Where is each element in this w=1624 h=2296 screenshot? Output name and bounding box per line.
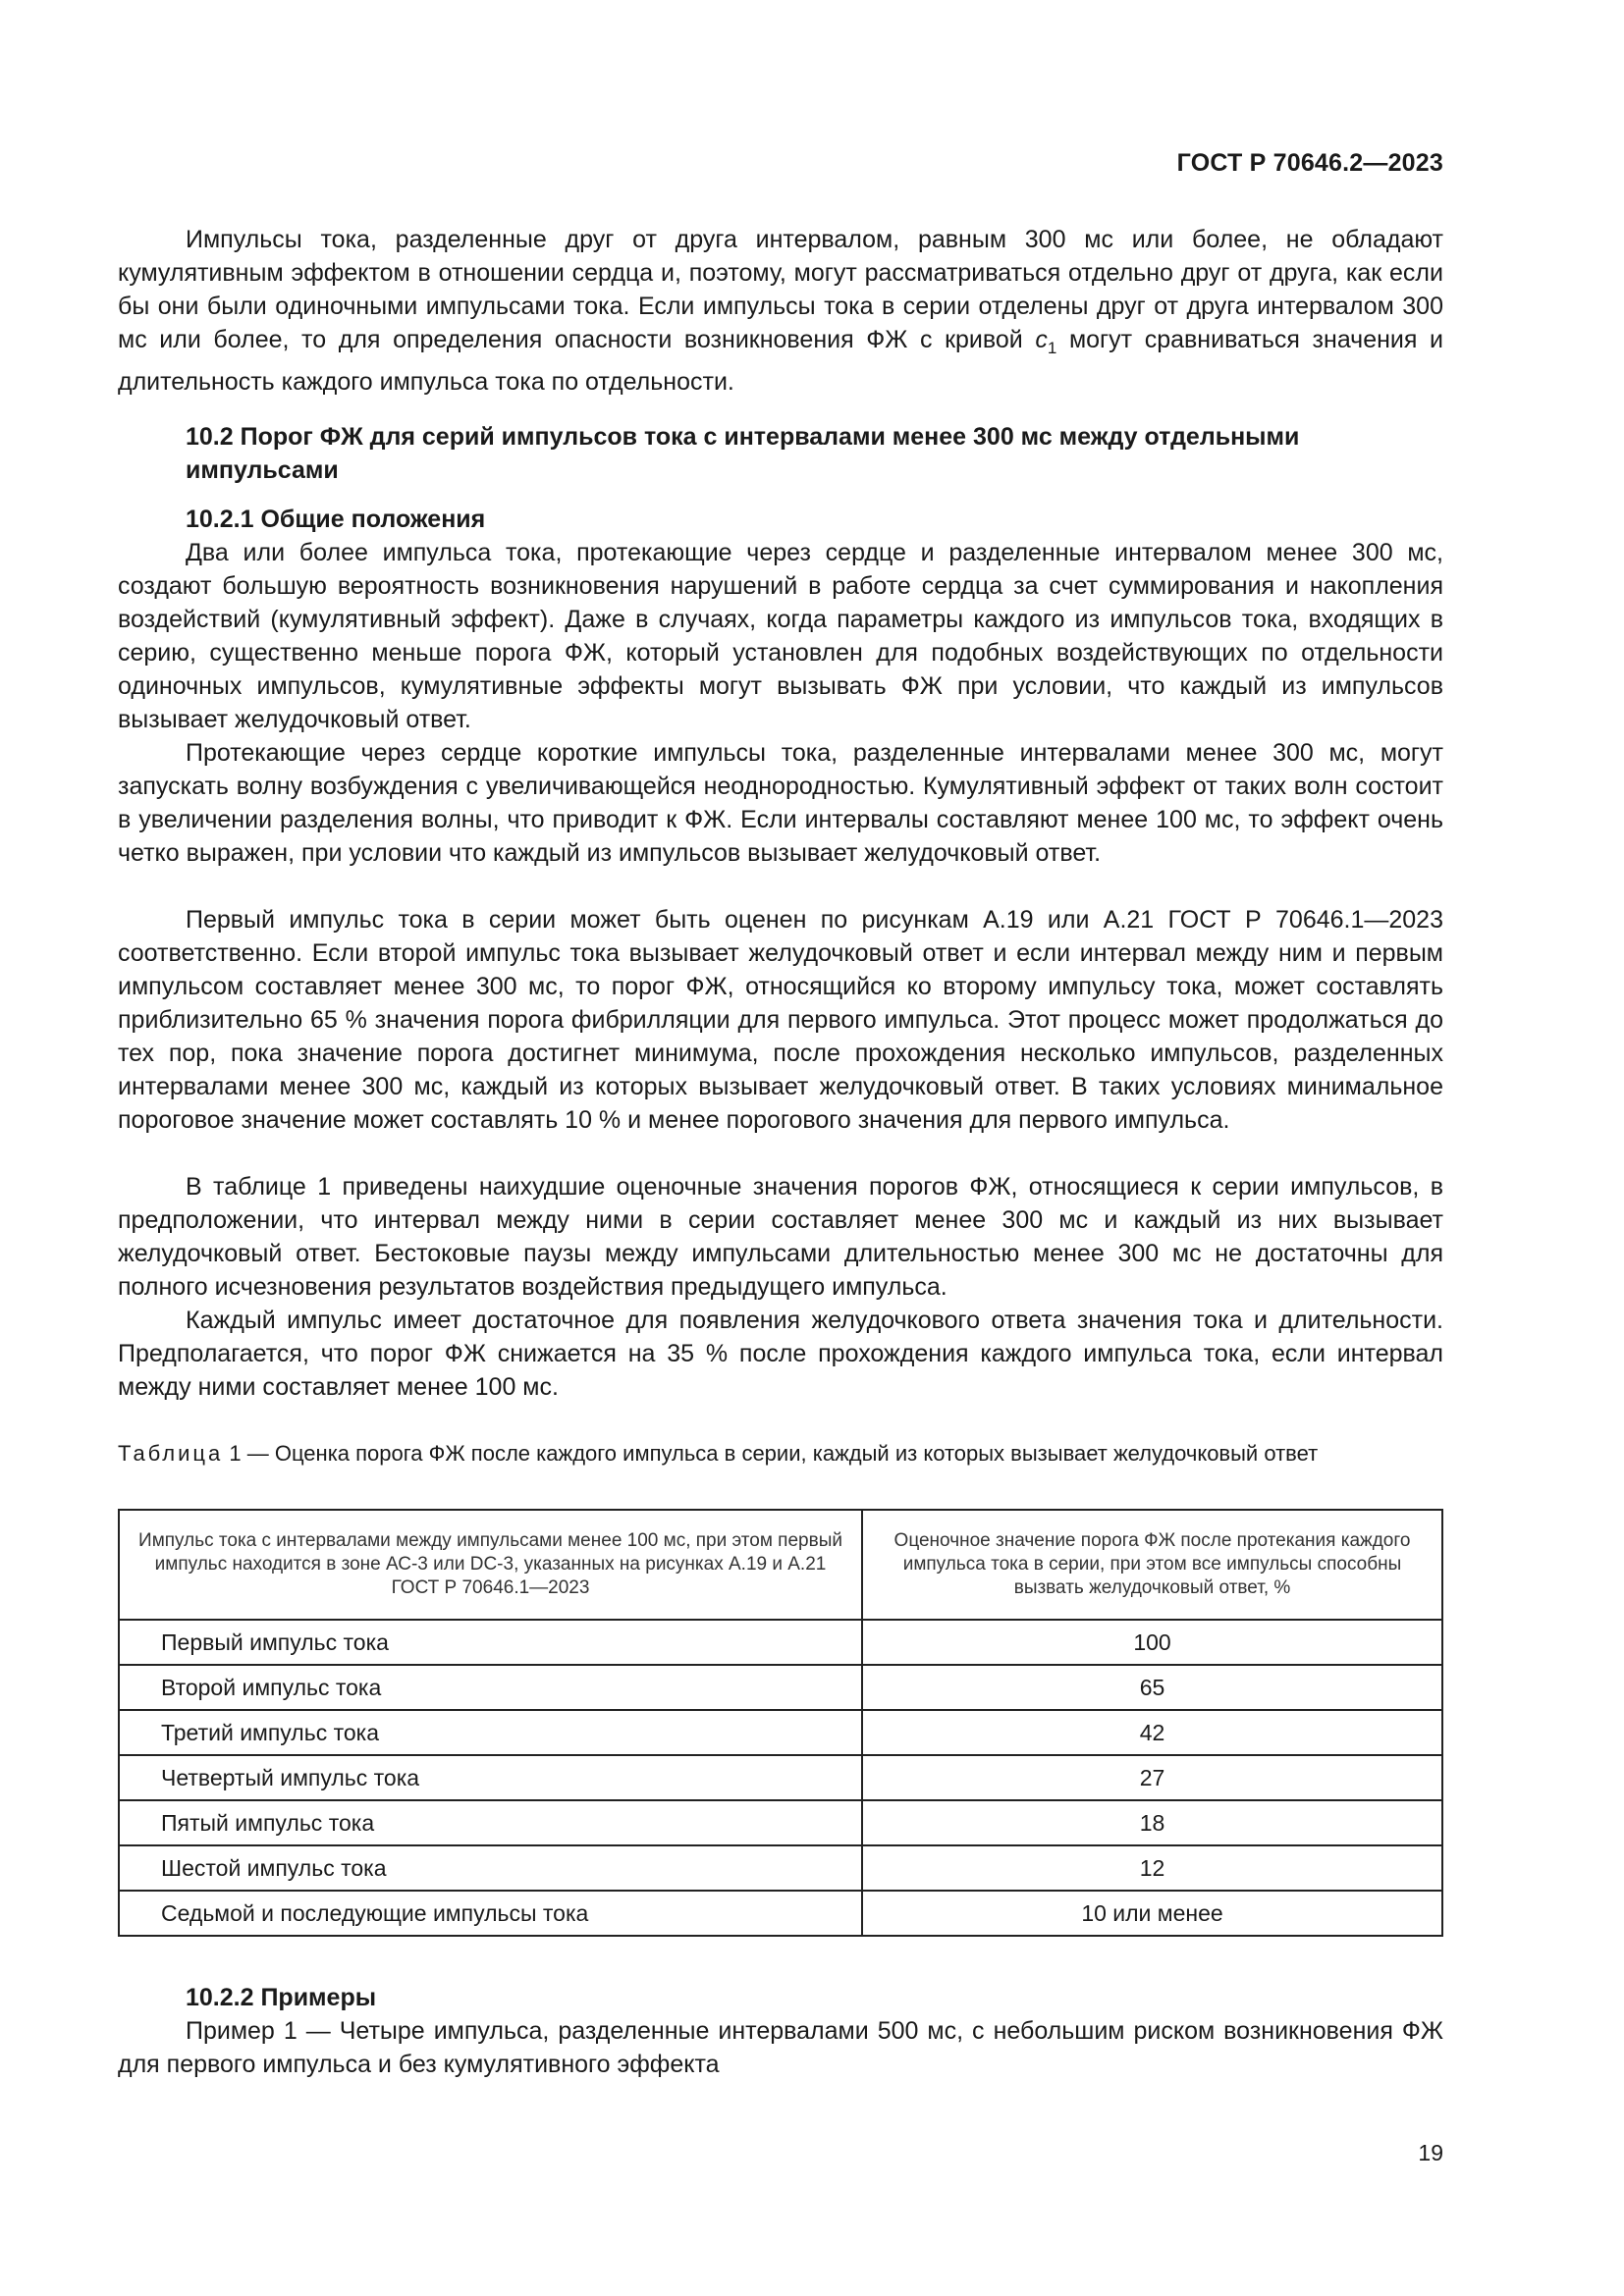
table-cell-threshold: 12 [862, 1845, 1442, 1891]
paragraph-general-1: Два или более импульса тока, протекающие через сердце и разделенные интервалом менее 300 мс, создают большую вероятность возникновения нарушений в работе сердца за счет суммирования и накопления воздействий (кумулятивный эффект). Даже в случаях, когда параметры каждого из импульсов тока, входящих в серию, существенно меньше порога ФЖ, который установлен для подобных воздействующих по отдельности одиночных импульсов, кумулятивные эффекты могут вызывать ФЖ при условии, что каждый из импульсов вызывает желудочковый ответ. [118, 539, 1443, 733]
table-caption-text: 1 — Оценка порога ФЖ после каждого импульса в серии, каждый из которых вызывает желудочковый ответ [223, 1441, 1319, 1466]
table-cell-threshold: 42 [862, 1710, 1442, 1755]
table-row [119, 1710, 1442, 1755]
table-header-row [119, 1510, 1442, 1620]
table-row [119, 1800, 1442, 1845]
table-cell-impulse: Четвертый импульс тока [119, 1755, 862, 1800]
table-caption-label: Таблица [118, 1441, 224, 1466]
table-row [119, 1665, 1442, 1710]
table-cell-threshold: 27 [862, 1755, 1442, 1800]
section-heading-10-2: 10.2 Порог ФЖ для серий импульсов тока с интервалами менее 300 мс между отдельными импульсами [186, 423, 1300, 484]
intro-text: Импульсы тока, разделенные друг от друга интервалом, равным 300 мс или более, не обладают кумулятивным эффектом в отношении сердца и, поэтому, могут рассматриваться отдельно друг от друга, как если бы они были одиночными импульсами тока. Если импульсы тока в серии отделены друг от друга интервалом 300 мс или более, то для определения опасности возникновения ФЖ с кривой [118, 226, 1443, 353]
paragraph-general-4: В таблице 1 приведены наихудшие оценочные значения порогов ФЖ, относящиеся к серии импульсов, в предположении, что интервал между ними в серии составляет менее 300 мс и каждый из них вызывает желудочковый ответ. Бестоковые паузы между импульсами длительностью менее 300 мс не достаточны для полного исчезновения результатов воздействия предыдущего импульса. [118, 1173, 1443, 1301]
table-row [119, 1755, 1442, 1800]
document-header: ГОСТ Р 70646.2—2023 [1176, 149, 1443, 177]
table-row [119, 1891, 1442, 1936]
fv-threshold-table [118, 1509, 1443, 1937]
table-row [119, 1620, 1442, 1665]
table-header-threshold: Оценочное значение порога ФЖ после протекания каждого импульса тока в серии, при этом все импульсы способны вызвать желудочковый ответ, % [862, 1510, 1442, 1620]
paragraph-general-5: Каждый импульс имеет достаточное для появления желудочкового ответа значения тока и длительности. Предполагается, что порог ФЖ снижается на 35 % после прохождения каждого импульса тока, если интервал между ними составляет менее 100 мс. [118, 1307, 1443, 1401]
table-cell-threshold: 18 [862, 1800, 1442, 1845]
table-cell-impulse: Шестой импульс тока [119, 1845, 862, 1891]
table-cell-threshold: 100 [862, 1620, 1442, 1665]
curve-subscript: 1 [1047, 339, 1057, 357]
table-cell-threshold: 65 [862, 1665, 1442, 1710]
table-cell-impulse: Пятый импульс тока [119, 1800, 862, 1845]
table-cell-impulse: Второй импульс тока [119, 1665, 862, 1710]
section-heading-10-2-2: 10.2.2 Примеры [186, 1984, 377, 2011]
paragraph-general-3: Первый импульс тока в серии может быть оценен по рисункам А.19 или А.21 ГОСТ Р 70646.1—2023 соответственно. Если второй импульс тока вызывает желудочковый ответ и если интервал между ним и первым импульсом составляет менее 300 мс, то порог ФЖ, относящийся ко второму импульсу тока, может составлять приблизительно 65 % значения порога фибрилляции для первого импульса. Этот процесс может продолжаться до тех пор, пока значение порога достигнет минимума, после прохождения несколько импульсов, разделенных интервалами менее 300 мс, каждый из которых вызывает желудочковый ответ. В таких условиях минимальное пороговое значение может составлять 10 % и менее порогового значения для первого импульса. [118, 906, 1443, 1134]
table-caption [118, 1438, 1443, 1468]
table-cell-impulse: Седьмой и последующие импульсы тока [119, 1891, 862, 1936]
paragraph-general-2: Протекающие через сердце короткие импульсы тока, разделенные интервалами менее 300 мс, могут запускать волну возбуждения с увеличивающейся неоднородностью. Кумулятивный эффект от таких волн состоит в увеличении разделения волны, что приводит к ФЖ. Если интервалы составляют менее 100 мс, то эффект очень четко выражен, при условии что каждый из импульсов вызывает желудочковый ответ. [118, 739, 1443, 867]
intro-paragraph [118, 223, 1443, 399]
table-cell-impulse: Первый импульс тока [119, 1620, 862, 1665]
page-number: 19 [1418, 2140, 1443, 2165]
curve-symbol: c [1035, 326, 1048, 353]
table-row [119, 1845, 1442, 1891]
table-header-impulse: Импульс тока с интервалами между импульсами менее 100 мс, при этом первый импульс находится в зоне АС-3 или DC-3, указанных на рисунках А.19 и А.21 ГОСТ Р 70646.1—2023 [119, 1510, 862, 1620]
table-cell-impulse: Третий импульс тока [119, 1710, 862, 1755]
intro-text-end: могут сравниваться значения и длительность каждого импульса тока по отдельности. [118, 326, 1443, 396]
section-heading-10-2-1: 10.2.1 Общие положения [186, 506, 486, 533]
table-cell-threshold: 10 или менее [862, 1891, 1442, 1936]
example-1-paragraph: Пример 1 — Четыре импульса, разделенные интервалами 500 мс, с небольшим риском возникновения ФЖ для первого импульса и без кумулятивного эффекта [118, 2017, 1443, 2078]
